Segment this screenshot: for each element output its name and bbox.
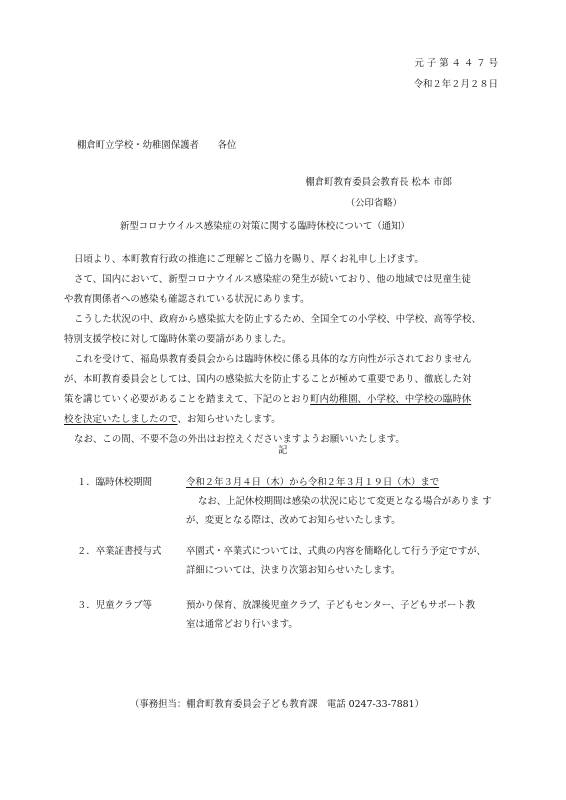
item-label-period: １．臨時休校期間 (77, 477, 153, 488)
underlined-emphasis: 町内幼稚園、小学校、中学校の臨時休 (310, 394, 472, 405)
seal-note: （公印省略） (345, 198, 402, 209)
item-body-ceremony (186, 542, 486, 580)
item-body-period (186, 473, 492, 530)
sender-name: 棚倉町教育委員会教育長 松本 市郎 (305, 177, 452, 188)
body-line: こうした状況の中、政府から感染拡大を防止するため、全国全ての小学校、中学校、高等学校、 (74, 314, 482, 325)
underlined-emphasis: 校を決定いたしましたので (64, 414, 178, 425)
item-label-ceremony: ２．卒業証書授与式 (77, 546, 162, 557)
body-line: 特別支援学校に対して臨時休業の要請がありました。 (64, 334, 292, 345)
body-line: や教育関係者への感染も確認されている状況にあります。 (64, 294, 310, 305)
body-line: これを受けて、福島県教育委員会からは臨時休校に係る具体的な方向性が示されておりません (74, 354, 472, 365)
body-line: さて、国内において、新型コロナウイルス感染症の発生が続いており、他の地域では児童生徒 (74, 274, 472, 285)
body-paragraphs (64, 250, 504, 450)
ki-heading: 記 (278, 445, 288, 456)
item-body-childcare (186, 596, 475, 634)
item-line: 室は通常どおり行います。 (186, 619, 298, 630)
contact-info: （事務担当：棚倉町教育委員会子ども教育課 電話 0247-33-7881） (130, 699, 424, 710)
body-line-text: 、お知らせいたします。 (177, 414, 281, 425)
body-line: 日頃より、本町教育行政の推進にご理解とご協力を賜り、厚くお礼申し上げます。 (74, 254, 424, 265)
item-line: 詳細については、決まり次第お知らせいたします。 (186, 565, 401, 576)
item-line: なお、上記休校期間は感染の状況に応じて変更となる場合がありま す (198, 496, 492, 507)
recipient: 棚倉町立学校・幼稚園保護者 各位 (77, 140, 237, 151)
document-number: 元 子 第 ４ ４ ７ 号 (414, 58, 498, 69)
body-line-text: 策を講じていく必要があることを踏まえて、下記のとおり (64, 394, 311, 405)
closure-period: 令和２年３月４日（木）から令和２年３月１９日（木）まで (186, 477, 440, 488)
body-line (64, 410, 504, 430)
item-line: 卒園式・卒業式については、式典の内容を簡略化して行う予定ですが、 (186, 546, 486, 557)
document-date: 令和２年２月２８日 (413, 79, 498, 90)
document-title: 新型コロナウイルス感染症の対策に関する臨時休校について（通知） (120, 221, 410, 232)
body-line (64, 390, 504, 410)
item-line: が、変更となる際は、改めてお知らせいたします。 (186, 515, 401, 526)
item-line: 預かり保育、放課後児童クラブ、子どもセンター、子どもサポート教 (186, 600, 476, 611)
body-line: が、本町教育委員会としては、国内の感染拡大を防止することが極めて重要であり、徹底した対 (64, 374, 472, 385)
body-line: なお、この間、不要不急の外出はお控えくださいますようお願いいたします。 (74, 434, 405, 445)
item-label-childcare: ３．児童クラブ等 (77, 600, 153, 611)
